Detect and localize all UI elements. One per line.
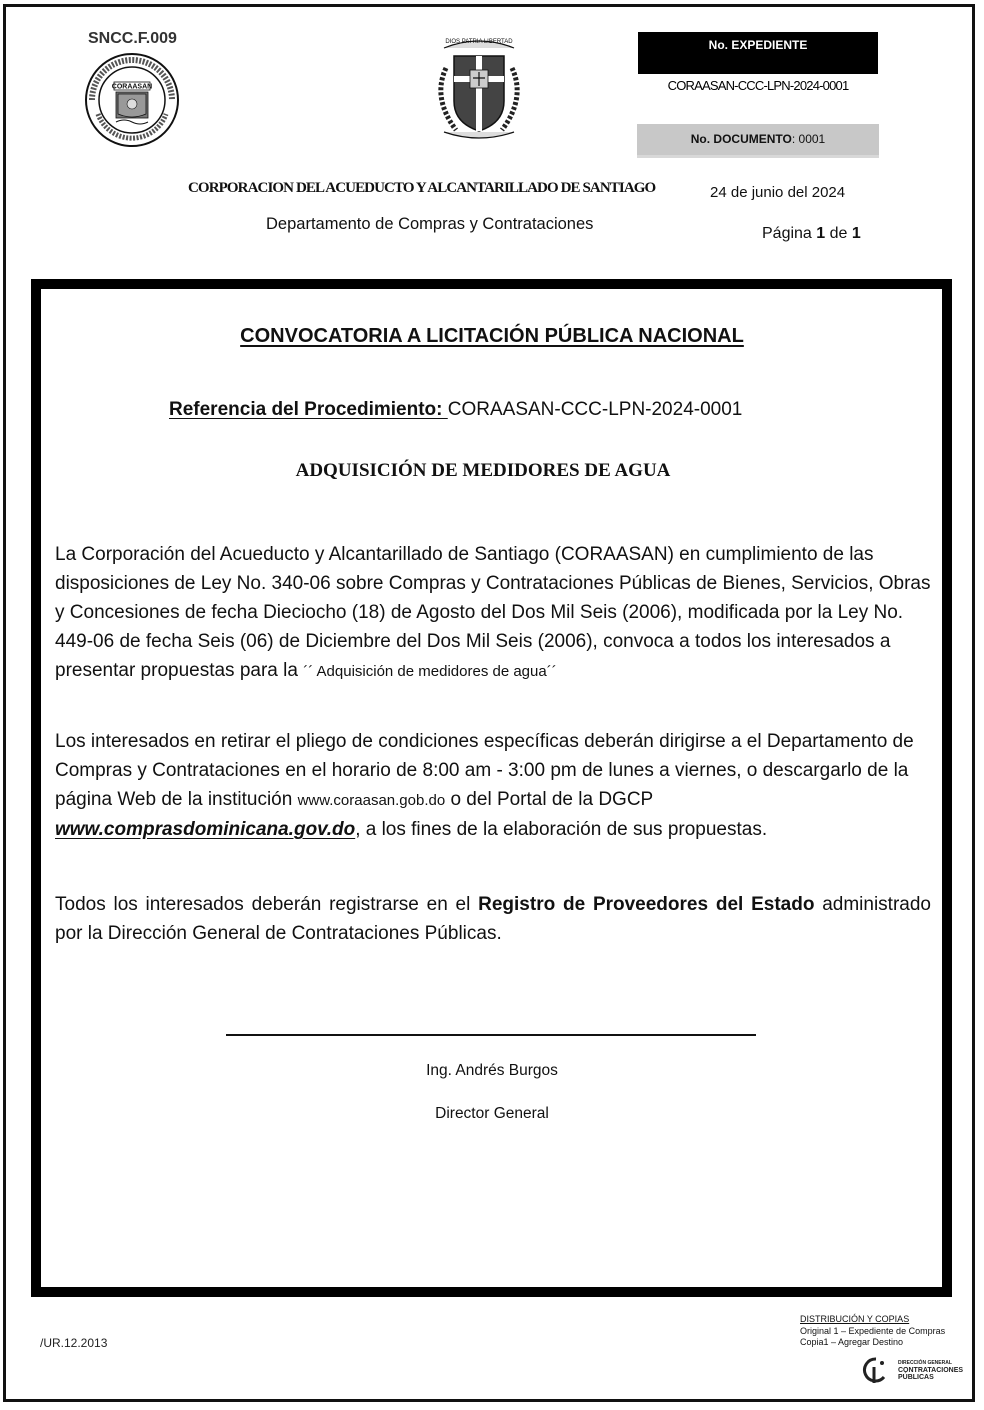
dgcp-line-3: PÚBLICAS (898, 1374, 934, 1381)
supplier-registry-name: Registro de Proveedores del Estado (478, 894, 815, 915)
organization-name: CORPORACION DEL ACUEDUCTO Y ALCANTARILLADO DE SANTIAGO (188, 180, 656, 196)
department-name: Departamento de Compras y Contrataciones (266, 215, 594, 233)
dgcp-line-2: CONTRATACIONES (898, 1367, 964, 1374)
svg-text:CORAASAN: CORAASAN (111, 83, 153, 91)
procedure-reference (169, 399, 742, 421)
documento-label: No. DOCUMENTO (690, 132, 792, 146)
coat-of-arms-icon (424, 28, 534, 148)
announcement-title (0, 325, 984, 348)
title-text: CONVOCATORIA A LICITACIÓN PÚBLICA NACIONAL (240, 325, 744, 347)
procurement-subject: ADQUISICIÓN DE MEDIDORES DE AGUA (295, 460, 671, 481)
dgcp-logo-text (898, 1360, 963, 1381)
document-date: 24 de junio del 2024 (710, 184, 846, 201)
para1-text: La Corporación del Acueducto y Alcantarillado de Santiago (CORAASAN) en cumplimiento de las disposiciones de Ley No. 340-06 sobre Compras y Contrataciones Públicas de Bienes, Servicios, Obras y Concesiones de fecha Dieciocho (18) de Agosto del Dos Mil Seis (2006), modificada por la Ley No. 449-06 de fecha Seis (06) de Diciembre del Dos Mil Seis (2006), convoca a todos los interesados a presentar propuestas para la (55, 544, 931, 681)
reference-value: CORAASAN-CCC-LPN-2024-0001 (447, 399, 743, 420)
distribution-copies (800, 1314, 945, 1349)
signer-title: Director General (435, 1105, 549, 1122)
page-current: 1 (816, 225, 826, 242)
para3-text-a: Todos los interesados deberán registrarse en el (55, 894, 479, 915)
coraasan-seal-logo (84, 52, 180, 148)
footer-code: /UR.12.2013 (40, 1336, 108, 1350)
expediente-value: CORAASAN-CCC-LPN-2024-0001 (667, 78, 849, 93)
distribution-title: DISTRIBUCIÓN Y COPIAS (800, 1314, 910, 1324)
page-number (762, 225, 861, 243)
distribution-line-1: Original 1 – Expediente de Compras (800, 1325, 946, 1336)
para3-text-b: administrado por la Dirección General de Contrataciones Públicas. (55, 894, 931, 944)
coraasan-website-link[interactable]: www.coraasan.gob.do (297, 792, 446, 809)
distribution-line-2: Copia1 – Agregar Destino (800, 1337, 904, 1347)
para2-text-a: Los interesados en retirar el pliego de condiciones específicas deberán dirigirse a el Departamento de Compras y Contrataciones en el horario de 8:00 am - 3:00 pm de lunes a viernes, o descargarlo de la página Web de la institución (55, 731, 914, 810)
page-mid: de (825, 225, 852, 242)
para1-object: ´´ Adquisición de medidores de agua´´ (303, 663, 557, 680)
signer-name: Ing. Andrés Burgos (426, 1062, 558, 1079)
paragraph-registration (55, 890, 931, 948)
paragraph-conditions (55, 727, 931, 844)
reference-label: Referencia del Procedimiento: (169, 399, 448, 420)
documento-box (637, 124, 879, 158)
form-code: SNCC.F.009 (88, 30, 177, 47)
page-prefix: Página (762, 225, 817, 242)
dgcp-portal-link[interactable]: www.comprasdominicana.gov.do (55, 819, 356, 840)
svg-text:DIOS PATRIA LIBERTAD: DIOS PATRIA LIBERTAD (445, 39, 513, 45)
page-total: 1 (851, 225, 861, 242)
para2-text-c: , a los fines de la elaboración de sus propuestas. (355, 819, 768, 840)
documento-value: : 0001 (791, 132, 826, 146)
expediente-label: No. EXPEDIENTE (638, 32, 878, 74)
signature-line (226, 1034, 756, 1036)
dgcp-line-1: DIRECCIÓN GENERAL (898, 1360, 952, 1366)
para2-text-b: o del Portal de la DGCP (445, 789, 653, 810)
paragraph-legal-basis (55, 540, 931, 686)
